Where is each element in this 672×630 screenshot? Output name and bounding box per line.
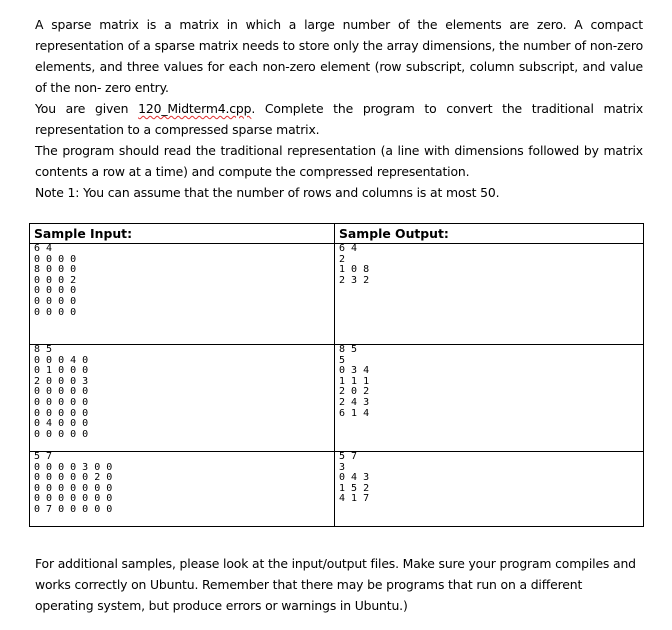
source-file-name: 120_Midterm4.cpp bbox=[138, 101, 252, 116]
task-text-start: You are given bbox=[35, 101, 139, 116]
input-format-paragraph: The program should read the traditional representation (a line with dimensions followed by matrix contents a row at a time) and compute the compressed representation. bbox=[35, 143, 643, 179]
note-paragraph: Note 1: You can assume that the number of rows and columns is at most 50. bbox=[35, 185, 500, 200]
task-text-end: . Complete the program to convert the traditional matrix representation to a compressed sparse matrix. bbox=[35, 101, 643, 137]
problem-description bbox=[35, 14, 643, 203]
sample-output-header: Sample Output: bbox=[335, 224, 644, 244]
sample-output-3: 5 7 3 0 4 3 1 5 2 4 1 7 bbox=[339, 451, 370, 505]
sample-input-2: 8 5 0 0 0 4 0 0 1 0 0 0 2 0 0 0 3 0 0 0 0 0 0 0 0 0 0 0 0 0 0 0 0 4 0 0 0 0 0 0 0 0 bbox=[34, 344, 89, 440]
samples-table bbox=[29, 223, 644, 527]
additional-samples-note: For additional samples, please look at the input/output files. Make sure your program compiles and works correctly on Ubuntu. Remember that there may be programs that run on a different operating system, but produce errors or warnings in Ubuntu.) bbox=[35, 556, 636, 613]
sample-input-1: 6 4 0 0 0 0 8 0 0 0 0 0 0 2 0 0 0 0 0 0 0 0 0 0 0 0 bbox=[34, 243, 77, 318]
sample-input-cell bbox=[30, 452, 335, 527]
sample-output-cell bbox=[335, 452, 644, 527]
sample-input-cell bbox=[30, 244, 335, 345]
table-row bbox=[30, 244, 644, 345]
table-header-row bbox=[30, 224, 644, 244]
sample-output-1: 6 4 2 1 0 8 2 3 2 bbox=[339, 243, 370, 286]
sample-input-cell bbox=[30, 345, 335, 452]
sample-output-2: 8 5 5 0 3 4 1 1 1 2 0 2 2 4 3 6 1 4 bbox=[339, 344, 370, 419]
sample-output-cell bbox=[335, 244, 644, 345]
task-paragraph bbox=[35, 98, 643, 140]
sample-input-3: 5 7 0 0 0 0 3 0 0 0 0 0 0 0 2 0 0 0 0 0 0 0 0 0 0 0 0 0 0 0 0 7 0 0 0 0 0 bbox=[34, 451, 113, 515]
sample-input-header: Sample Input: bbox=[30, 224, 335, 244]
table-row bbox=[30, 452, 644, 527]
sample-output-cell bbox=[335, 345, 644, 452]
description-paragraph: A sparse matrix is a matrix in which a large number of the elements are zero. A compact representation of a sparse matrix needs to store only the array dimensions, the number of non-zero elements, and three values for each non-zero element (row subscript, column subscript, and value of the non- zero entry. bbox=[35, 17, 643, 95]
table-row bbox=[30, 345, 644, 452]
